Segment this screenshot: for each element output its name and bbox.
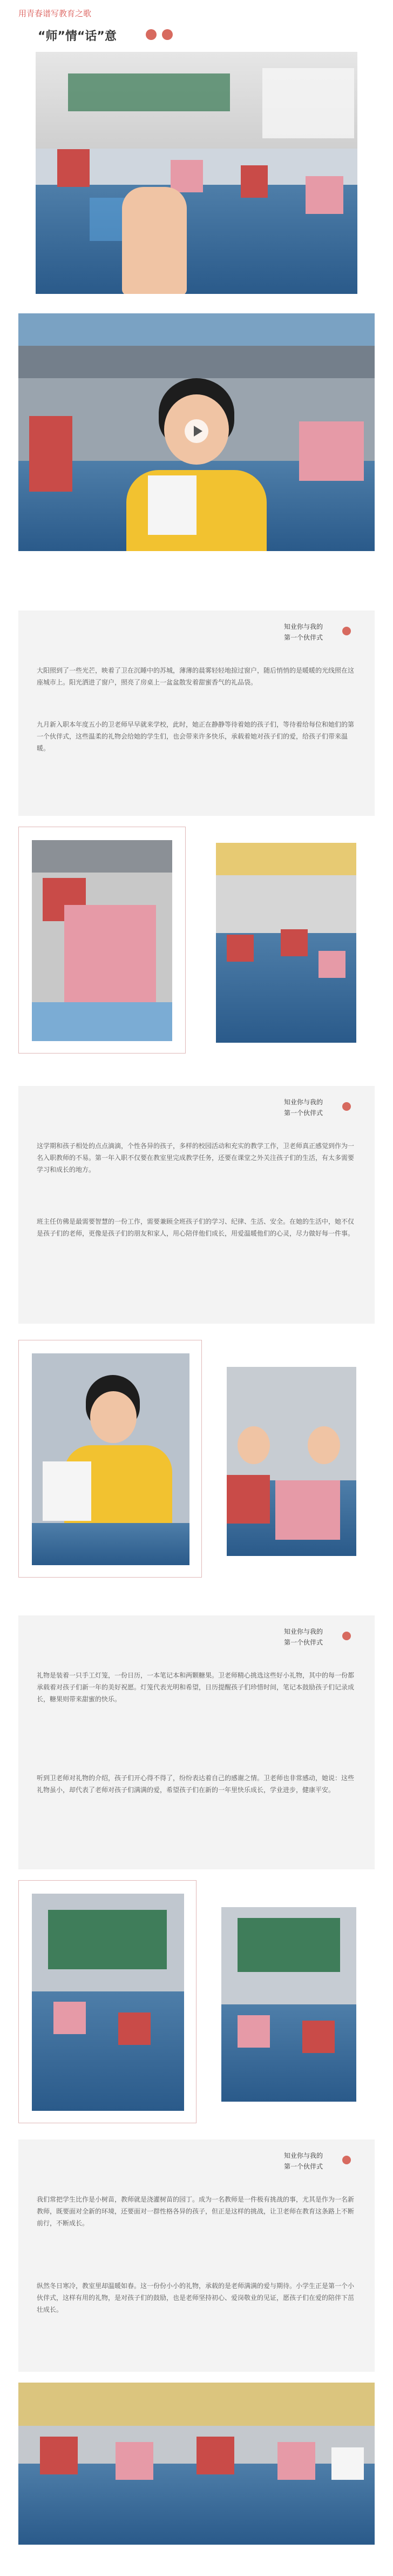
paragraph: 九月新入职本年度五小的卫老师早早就来学校，此时，她正在静静等待着她的孩子们，等待着给每位和她们的第一个伙伴式，这些温柔的礼物会给她的学生们，也会带来许多快乐，承载着她对孩子们的爱，给孩子们带来温暖。 xyxy=(37,721,355,752)
paragraph: 礼物是装着一只手工灯笼，一份日历，一本笔记本和两颗糖果。卫老师精心挑选这些好小礼物，其中的每一份都承载着对孩子们新一年的美好祝愿。灯笼代表光明和希望，日历提醒孩子们珍惜时间，笔记本鼓励孩子们记录成长，糖果则带来甜蜜的快乐。 xyxy=(37,1672,355,1703)
kicker-text: 用青春谱写教育之歌 xyxy=(18,9,92,18)
article-header xyxy=(18,23,375,49)
student-photo xyxy=(32,1353,189,1565)
decor-dot-icon xyxy=(342,2156,351,2164)
section-label: 知业你与我的 第一个伙伴式 xyxy=(284,2152,323,2170)
play-icon[interactable] xyxy=(185,419,208,443)
paragraph: 这学期和孩子相处的点点滴滴，个性各异的孩子，多样的校园活动和充实的教学工作，卫老师真正感觉到作为一名入职教师的不易。第一年入职不仅要在教室里完成教学任务，还要在课堂之外关注孩子们的生活，有太多需要学习和成长的地方。 xyxy=(37,1142,355,1173)
video-frame[interactable] xyxy=(18,313,375,551)
section-4 xyxy=(18,2139,375,2372)
page-title: “师”情“话”意 xyxy=(38,30,117,43)
section-1 xyxy=(18,611,375,816)
decor-dot-icon xyxy=(342,1632,351,1640)
section-label: 知业你与我的 第一个伙伴式 xyxy=(284,623,323,641)
decor-dot-icon xyxy=(162,29,173,40)
classroom-photo xyxy=(221,1907,356,2102)
paragraph: 大阳照到了一些光芒，映着了卫在沉睡中的苏城，薄薄的晨雾轻轻地掠过窗户，随后悄悄的是暖暖的光线照在这座城市上。阳光洒进了窗户，照亮了房桌上一盆盆散发着甜蜜香气的礼品袋。 xyxy=(37,667,355,686)
section-label: 知业你与我的 第一个伙伴式 xyxy=(284,1628,323,1646)
classroom-photo xyxy=(32,1894,184,2111)
photo-card xyxy=(18,827,186,1054)
paragraph: 我们常把学生比作是小树苗，教师就是浇灌树苗的园丁。成为一名教师是一件极有挑战的事，尤其是作为一名新教师，既要面对全新的环境，还要面对一群性格各异的孩子，但正是这样的挑战，让卫老师在教育这条路上不断前行，不断成长。 xyxy=(37,2196,355,2227)
photo-card xyxy=(18,1340,202,1578)
classroom-photo xyxy=(216,843,356,1043)
photo-card xyxy=(18,1880,196,2123)
decor-dot-icon xyxy=(342,1102,351,1111)
decor-dot-icon xyxy=(146,29,157,40)
classroom-photo xyxy=(18,2383,375,2545)
section-label: 知业你与我的 第一个伙伴式 xyxy=(284,1098,323,1117)
paragraph: 纵然冬日寒冷，教室里却温暖如春。这一份份小小的礼物，承载的是老师满满的爱与期待。小学生正是第一个小伙伴式，这样有用的礼物，是对孩子们的鼓励，也是老师坚持初心、爱岗敬业的见证，愿孩子们在爱的陪伴下茁壮成长。 xyxy=(37,2282,355,2313)
classroom-photo xyxy=(36,52,357,294)
gift-photo xyxy=(32,840,172,1041)
paragraph: 听到卫老师对礼物的介绍，孩子们开心得不得了，纷纷表达着自己的感谢之情。卫老师也非常感动，她说：这些礼物虽小，却代表了老师对孩子们满满的爱，希望孩子们在新的一年里快乐成长，学业进步，健康平安。 xyxy=(37,1774,355,1794)
decor-dot-icon xyxy=(342,627,351,635)
section-2 xyxy=(18,1086,375,1324)
paragraph: 班主任仿佛是最需要智慧的一份工作，需要兼顾全班孩子们的学习、纪律、生活、安全。在她的生活中，她不仅是孩子们的老师，更像是孩子们的朋友和家人，用心陪伴他们成长，用爱温暖他们的心灵，尽力做好每一件事。 xyxy=(37,1218,355,1237)
section-3 xyxy=(18,1615,375,1869)
student-photo xyxy=(227,1367,356,1556)
